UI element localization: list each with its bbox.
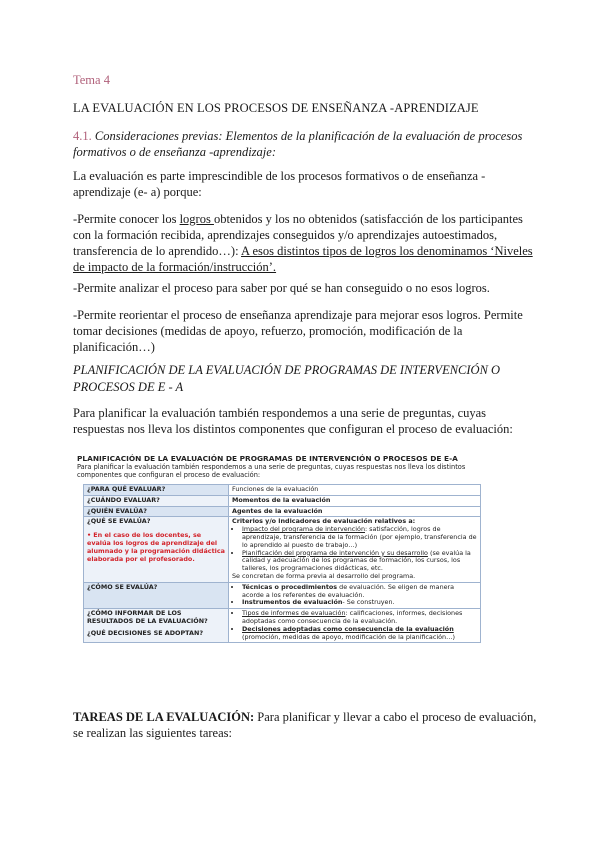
- evaluation-table: [83, 484, 481, 643]
- list-item: [242, 584, 477, 600]
- planificacion-text: Planificación del programa de intervención y su desarrollo: [242, 548, 428, 557]
- list-item: [242, 550, 477, 573]
- table-row: [84, 609, 481, 643]
- row-value: [229, 609, 481, 643]
- list-item: [242, 526, 477, 549]
- decisiones-text: Decisiones adoptadas como consecuencia de la evaluación: [242, 624, 454, 633]
- decisiones-label: ¿QUÉ DECISIONES SE ADOPTAN?: [87, 628, 204, 637]
- logros-pre: -Permite conocer los: [73, 212, 180, 226]
- topic-label: Tema 4: [73, 73, 110, 87]
- niveles-impacto-link: A esos distintos tipos de logros los denominamos ‘Niveles de impacto de la formación/instrucción’.: [73, 244, 533, 274]
- decisiones-detail: (promoción, medidas de apoyo, modificación de la planificación…): [242, 632, 455, 641]
- tareas-heading: TAREAS DE LA EVALUACIÓN:: [73, 710, 255, 724]
- logros-mid: obtenidos y los no obtenidos (satisfacción de los participantes con la formación recibida, aprendizajes conseguidos y/o aprendizajes autoestimados, transferencia de lo aprendido…):: [73, 212, 523, 258]
- list-item: [242, 626, 477, 642]
- paragraph-reorientar: -Permite reorientar el proceso de enseñanza aprendizaje para mejorar esos logros. Permite tomar decisiones (medidas de apoyo, refuerzo, promoción, modificación de la planificación…): [73, 308, 523, 354]
- tareas-text: Para planificar y llevar a cabo el proceso de evaluación, se realizan las siguientes tareas:: [73, 710, 537, 740]
- section-text: Consideraciones previas: Elementos de la planificación de la evaluación de procesos formativos o de enseñanza -aprendizaje:: [73, 129, 523, 159]
- heading-planificacion: PLANIFICACIÓN DE LA EVALUACIÓN DE PROGRAMAS DE INTERVENCIÓN O PROCESOS DE E - A: [73, 363, 501, 394]
- slide-intro: Para planificar la evaluación también respondemos a una serie de preguntas, cuyas respuestas nos lleva los distintos componentes que configuran el proceso de evaluación:: [77, 463, 466, 479]
- list-item: [242, 610, 477, 626]
- section-number: 4.1.: [73, 129, 92, 143]
- paragraph-tareas: [73, 709, 538, 741]
- page-title: LA EVALUACIÓN EN LOS PROCESOS DE ENSEÑANZA -APRENDIZAJE: [73, 101, 479, 115]
- row-value: [229, 582, 481, 608]
- paragraph-intro: La evaluación es parte imprescindible de los procesos formativos o de enseñanza -aprendizaje (e- a) porque:: [73, 169, 486, 199]
- informes-text: Tipos de informes de evaluación: [242, 609, 346, 618]
- instrumentos-detail: - Se construyen.: [342, 598, 395, 607]
- table-row: [84, 485, 481, 496]
- row-value: Agentes de la evaluación: [229, 506, 481, 517]
- table-row: [84, 517, 481, 582]
- list-item: [242, 599, 477, 607]
- criterios-heading: Criterios y/o indicadores de evaluación relativos a:: [232, 517, 416, 526]
- row-label: ¿QUIÉN EVALÚA?: [84, 506, 229, 517]
- tecnicas-detail: de evaluación. Se eligen de manera acorde a los referentes de evaluación.: [242, 582, 455, 599]
- slide-title: PLANIFICACIÓN DE LA EVALUACIÓN DE PROGRAMAS DE INTERVENCIÓN O PROCESOS DE E-A: [77, 454, 458, 463]
- logros-link: logros: [179, 212, 214, 226]
- row-label: ¿CUÁNDO EVALUAR?: [84, 495, 229, 506]
- paragraph-analizar: -Permite analizar el proceso para saber por qué se han conseguido o no esos logros.: [73, 281, 490, 295]
- embedded-slide-image: [73, 448, 491, 698]
- docentes-note: • En el caso de los docentes, se evalúa los logros de aprendizaje del alumnado y la programación didáctica elaborada por el profesorado.: [87, 531, 225, 563]
- tecnicas-text: Técnicas o procedimientos: [242, 582, 338, 591]
- table-row: [84, 495, 481, 506]
- informar-label: ¿CÓMO INFORMAR DE LOS RESULTADOS DE LA EVALUACIÓN?: [87, 609, 208, 625]
- paragraph-planificar: Para planificar la evaluación también respondemos a una serie de preguntas, cuyas respuestas nos lleva los distintos componentes que configuran el proceso de evaluación:: [73, 406, 513, 436]
- informes-detail: : calificaciones, informes, decisiones adoptadas como consecuencia de la evaluación.: [242, 609, 463, 625]
- impacto-text: Impacto del programa de intervención: [242, 525, 365, 534]
- paragraph-logros: [73, 211, 538, 275]
- row-label-text: ¿QUÉ SE EVALÚA?: [87, 517, 151, 526]
- table-row: [84, 582, 481, 608]
- instrumentos-text: Instrumentos de evaluación: [242, 598, 343, 607]
- row-value: [229, 517, 481, 582]
- section-heading: [73, 128, 538, 160]
- impacto-detail: : satisfacción, logros de aprendizaje, transferencia de la formación (por ejemplo, transferencia de lo aprendido al puesto de trabajo…): [242, 525, 477, 549]
- row-label: [84, 609, 229, 643]
- row-value: Funciones de la evaluación: [229, 485, 481, 496]
- row-label: ¿CÓMO SE EVALÚA?: [84, 582, 229, 608]
- criterios-footnote: Se concretan de forma previa al desarrollo del programa.: [232, 571, 416, 580]
- planificacion-detail: (se evalúa la calidad y adecuación de los programas de formación, los cursos, los talleres, los programaciones didácticas, etc.: [242, 548, 471, 573]
- row-value: Momentos de la evaluación: [229, 495, 481, 506]
- table-row: [84, 506, 481, 517]
- row-label: ¿PARA QUÉ EVALUAR?: [84, 485, 229, 496]
- row-label: [84, 517, 229, 582]
